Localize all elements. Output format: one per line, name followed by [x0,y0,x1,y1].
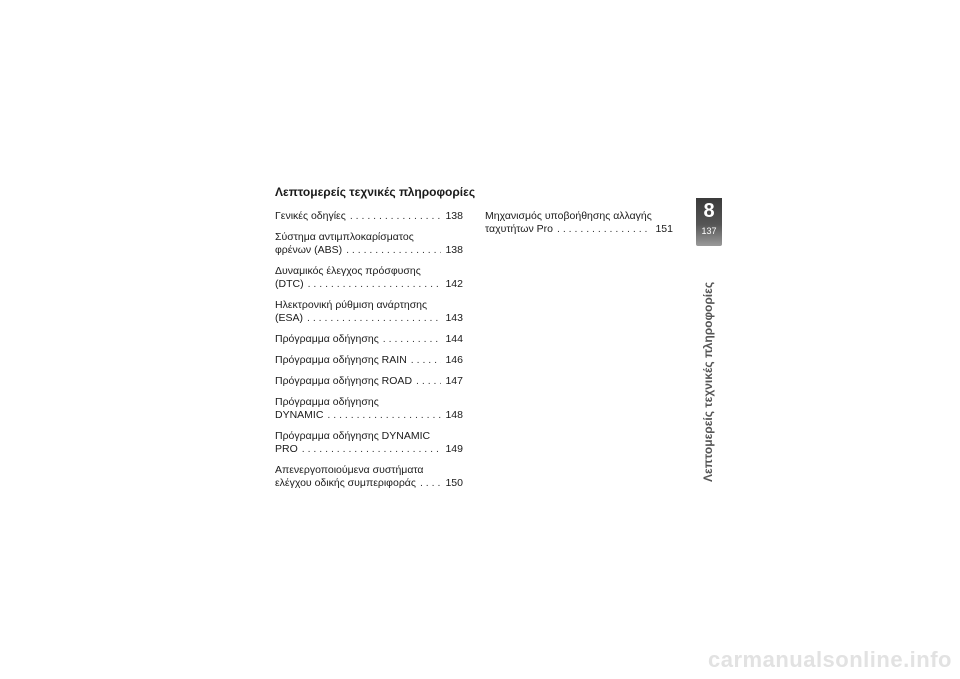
toc-entry-text: Πρόγραμμα οδήγησης [275,396,379,408]
toc-page-number: 144 [445,333,463,345]
page-number: 137 [701,226,717,236]
toc-entry-text: Μηχανισμός υποβοήθησης αλλαγής [485,210,652,222]
toc-page-number: 148 [445,409,463,421]
toc-entry-text: ελέγχου οδικής συμπεριφοράς [275,477,416,489]
toc-entry-text: Πρόγραμμα οδήγησης RAIN [275,354,407,366]
dot-leader [308,278,442,291]
toc-page-number: 147 [445,375,463,387]
toc-entry-text: ταχυτήτων Pro [485,223,554,235]
toc-page-number: 151 [655,223,673,235]
toc-entry-text: φρένων (ABS) [275,244,343,256]
toc-entry-text: Απενεργοποιούμενα συστήματα [275,464,424,476]
toc-entry-text: (ESA) [275,312,304,324]
toc-entry[interactable] [275,333,463,346]
dot-leader [350,210,442,223]
dot-leader [302,443,442,456]
dot-leader [557,223,651,236]
vertical-chapter-title: Λεπτομερείς τεχνικές πληροφορίες [701,281,715,482]
toc-entry-text: Ηλεκτρονική ρύθμιση ανάρτησης [275,299,428,311]
toc-entry-text: PRO [275,443,298,455]
toc-entry-text: Πρόγραμμα οδήγησης ROAD [275,375,413,387]
toc-entry[interactable] [275,354,463,367]
toc-page-number: 146 [445,354,463,366]
toc-entry[interactable] [275,231,463,257]
toc-entry[interactable] [275,430,463,456]
toc-entry[interactable] [485,210,673,236]
toc-entry-text: Πρόγραμμα οδήγησης [275,333,379,345]
toc-entry[interactable] [275,464,463,490]
toc-entry[interactable] [275,210,463,223]
toc-entry-text: (DTC) [275,278,304,290]
chapter-tab [696,198,722,246]
toc-page-number: 149 [445,443,463,455]
toc-entry-text: Γενικές οδηγίες [275,210,346,222]
dot-leader [307,312,441,325]
toc-entry[interactable] [275,299,463,325]
toc-right-column [485,210,673,244]
toc-entry[interactable] [275,375,463,388]
toc-page-number: 150 [445,477,463,489]
toc-page-number: 143 [445,312,463,324]
dot-leader [346,244,441,257]
toc-entry[interactable] [275,265,463,291]
section-title: Λεπτομερείς τεχνικές πληροφορίες [275,185,476,199]
dot-leader [420,477,442,490]
toc-entry-text: Πρόγραμμα οδήγησης DYNAMIC [275,430,431,442]
dot-leader [416,375,441,388]
watermark-text: carmanualsonline.info [708,647,952,672]
toc-entry[interactable] [275,396,463,422]
toc-entry-text: Δυναμικός έλεγχος πρόσφυσης [275,265,421,277]
toc-page-number: 138 [445,210,463,222]
chapter-number: 8 [703,200,715,222]
toc-left-column [275,210,463,498]
dot-leader [383,333,442,346]
dot-leader [411,354,442,367]
dot-leader [327,409,441,422]
toc-page-number: 142 [445,278,463,290]
toc-entry-text: Σύστημα αντιμπλοκαρίσματος [275,231,414,243]
toc-entry-text: DYNAMIC [275,409,324,421]
toc-page-number: 138 [445,244,463,256]
